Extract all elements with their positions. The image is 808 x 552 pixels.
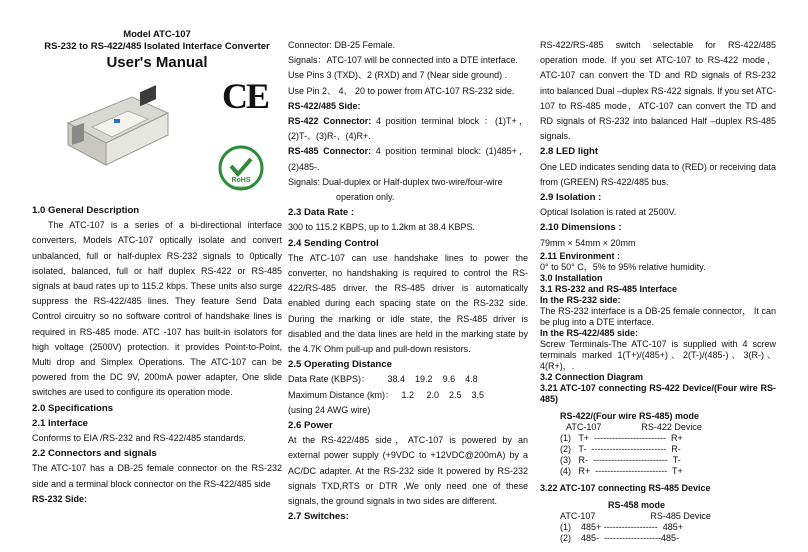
isolation-paragraph: Optical Isolation is rated at 2500V. xyxy=(540,207,677,218)
switches-heading: 2.7 Switches: xyxy=(288,511,349,523)
power-heading: 2.6 Power xyxy=(288,420,333,432)
isolation-heading: 2.9 Isolation : xyxy=(540,192,602,204)
general-paragraph: The ATC-107 is a series of a bi-directional interface converters, Models ATC-107 optically isolate and convert unbalanced, full or half-duplex RS-232 signals to 0ptically isolated, balanced, full or half duplex RS-422 or RS-485 signals at baud rates up to 115.2 kbps. These units also surge suppress the RS-422/485 lines. They feature Send Data Control circuitry so no software control of handshake lines is required in RS-485 mode. ATC -107 has built-in isolators for high voltage (2500V) protection. it provides Point-to-Point, Multi drop and Simplex Operations. The ATC-107 can be powered from the DC 9V, 200mA power adapter, One slide switches are used to configure its operation mode. xyxy=(32,220,282,398)
rs422-wire-row-2: (2) T- ------------------------- R- xyxy=(560,443,681,454)
dimensions-paragraph: 79mm × 54mm × 20mm xyxy=(540,237,636,248)
converter-device-image xyxy=(62,83,174,171)
dimensions-heading: 2.10 Dimensions : xyxy=(540,222,622,234)
rs485-mode-columns: ATC-107 RS-485 Device xyxy=(560,510,711,521)
connectors-paragraph: The ATC-107 has a DB-25 female connector on the RS-232 side and a terminal block connector on the RS-422/485 side xyxy=(32,463,282,489)
rs422-connector-label: RS-422 Connector: xyxy=(288,116,372,127)
rs422-wire-row-3: (3) R- ------------------------- T- xyxy=(560,454,681,465)
rs422-connector-line xyxy=(288,114,528,144)
rs422-side-install-paragraph: Screw Terminals-The ATC-107 is supplied with 4 screw terminals marked 1(T+)/(485+)、2(T-)/(485-)、3(R-)、4(R+)，. xyxy=(540,338,776,371)
signals-line: Signals：ATC-107 will be connected into a DTE interface. xyxy=(288,55,518,66)
sending-control-paragraph: The ATC-107 can use handshake lines to power the converter, no handshaking is required to control the RS-422/RS-485 driver. the RS-485 driver is automatically enabled during each spacing state on the RS-232 side. During the marking or idle state, the RS-485 driver is disabled and the data lines are held in the marking state by the 4.7K Ohm pull-up and pull-down resistors. xyxy=(288,252,528,355)
rs232-side-install-paragraph: The RS-232 interface is a DB-25 female connector， It can be plug into a DTE interface. xyxy=(540,305,776,327)
sending-control-heading: 2.4 Sending Control xyxy=(288,237,379,249)
rohs-label: RoHS xyxy=(231,177,251,184)
interface-heading: 2.1 Interface xyxy=(32,417,88,429)
distance-wire-note: (using 24 AWG wire) xyxy=(288,404,371,415)
rs232-side-install-heading: In the RS-232 side: xyxy=(540,294,621,305)
duplex-signals-line-2: operation only. xyxy=(336,192,395,203)
rs422-mode-columns: ATC-107 RS-422 Device xyxy=(566,421,702,432)
rs422-wire-row-1: (1) T+ ------------------------ R+ xyxy=(560,432,683,443)
rs485-connector-label: RS-485 Connector: xyxy=(288,146,372,157)
rohs-sub-label: Compliant xyxy=(231,184,251,189)
data-rate-heading: 2.3 Data Rate : xyxy=(288,207,355,219)
rs422-connector-text: 4 position terminal block ：(1)T+，(2)T-、(3)R-、(4)R+. xyxy=(288,116,528,142)
duplex-signals-line: Signals: Dual-duplex or Half-duplex two-wire/four-wire xyxy=(288,176,503,187)
interface-paragraph: Conforms to EIA /RS-232 and RS-422/485 standards. xyxy=(32,433,246,444)
product-figure xyxy=(32,76,282,203)
rs485-wire-row-1: (1) 485+ ------------------ 485+ xyxy=(560,521,683,532)
subtitle: RS-232 to RS-422/485 Isolated Interface Converter xyxy=(44,41,270,52)
rs485-wire-row-2: (2) 485- -------------------485- xyxy=(560,532,679,543)
column-2 xyxy=(288,38,528,525)
power-paragraph: At the RS-422/485 side，ATC-107 is powered by an external power supply (+9VDC to +12VDC@200mA) by a AC/DC adapter. At the RS-232 side It powered by RS-232 signals TXD,RTS or DTR ,We only need one of these signals, the ground signals in two sides are different. xyxy=(288,435,528,507)
rs422-mode-heading: RS-422/(Four wire RS-485) mode xyxy=(560,410,700,421)
distance-rate-row: Data Rate (KBPS)： 38.4 19.2 9.6 4.8 xyxy=(288,374,478,385)
led-paragraph: One LED indicates sending data to (RED) or receiving data from (GREEN) RS-422/485 bus. xyxy=(540,161,776,187)
connectors-heading: 2.2 Connectors and signals xyxy=(32,448,157,460)
rs485-mode-heading: RS-458 mode xyxy=(608,499,666,510)
column-1 xyxy=(32,0,282,507)
switches-paragraph: RS-422/RS-485 switch selectable for RS-422/485 operation mode. If you set ATC-107 to RS-422 mode，ATC-107 can convert the TD and RD signals of RS-232 into balanced Dual –duplex RS-422 signals. If you set ATC-107 to RS-485 mode，ATC-107 can convert the TD and RD signals of RS-232 into balanced Half –duplex RS-485 signals. xyxy=(540,40,776,142)
interface-3-1-heading: 3.1 RS-232 and RS-485 Interface xyxy=(540,283,678,294)
environment-heading: 2.11 Environment : xyxy=(540,250,621,261)
rs422-side-install-heading: In the RS-422/485 side: xyxy=(540,327,639,338)
rs422-connection-heading: 3.21 ATC-107 connecting RS-422 Device/(Four wire RS-485) xyxy=(540,382,776,404)
environment-paragraph: 0° to 50° C，5% to 95% relative humidity. xyxy=(540,261,706,272)
rohs-badge-icon xyxy=(218,145,264,191)
column-3 xyxy=(540,38,776,544)
rs485-connector-line xyxy=(288,144,528,174)
general-heading: 1.0 General Description xyxy=(32,205,140,216)
rs422-485-side-heading: RS-422/485 Side: xyxy=(288,100,361,111)
specifications-heading: 2.0 Specifications xyxy=(32,402,114,414)
rs422-wire-row-4: (4) R+ ------------------------ T+ xyxy=(560,465,683,476)
pins-line: Use Pins 3 (TXD)、2 (RXD) and 7 (Near side ground) . xyxy=(288,70,508,81)
rs232-side-heading: RS-232 Side: xyxy=(32,493,88,504)
distance-km-row: Maximum Distance (km)： 1.2 2.0 2.5 3.5 xyxy=(288,389,485,400)
installation-heading: 3.0 Installation xyxy=(540,272,603,283)
rs485-connection-heading: 3.22 ATC-107 connecting RS-485 Device xyxy=(540,482,711,493)
power-pins-line: Use Pin 2、 4、 20 to power from ATC-107 RS-232 side. xyxy=(288,85,515,96)
model-title: Model ATC-107 xyxy=(123,29,191,40)
connector-line: Connector: DB-25 Female. xyxy=(288,40,396,50)
connection-diagram-heading: 3.2 Connection Diagram xyxy=(540,371,644,382)
data-rate-paragraph: 300 to 115.2 KBPS, up to 1.2km at 38.4 KBPS. xyxy=(288,222,475,233)
operating-distance-heading: 2.5 Operating Distance xyxy=(288,359,392,371)
rs485-connector-text: 4 position terminal block: (1)485+，(2)485-. xyxy=(288,146,528,172)
led-heading: 2.8 LED light xyxy=(540,146,599,158)
manual-title: User's Manual xyxy=(106,54,208,71)
ce-mark-icon: CE xyxy=(222,76,269,116)
